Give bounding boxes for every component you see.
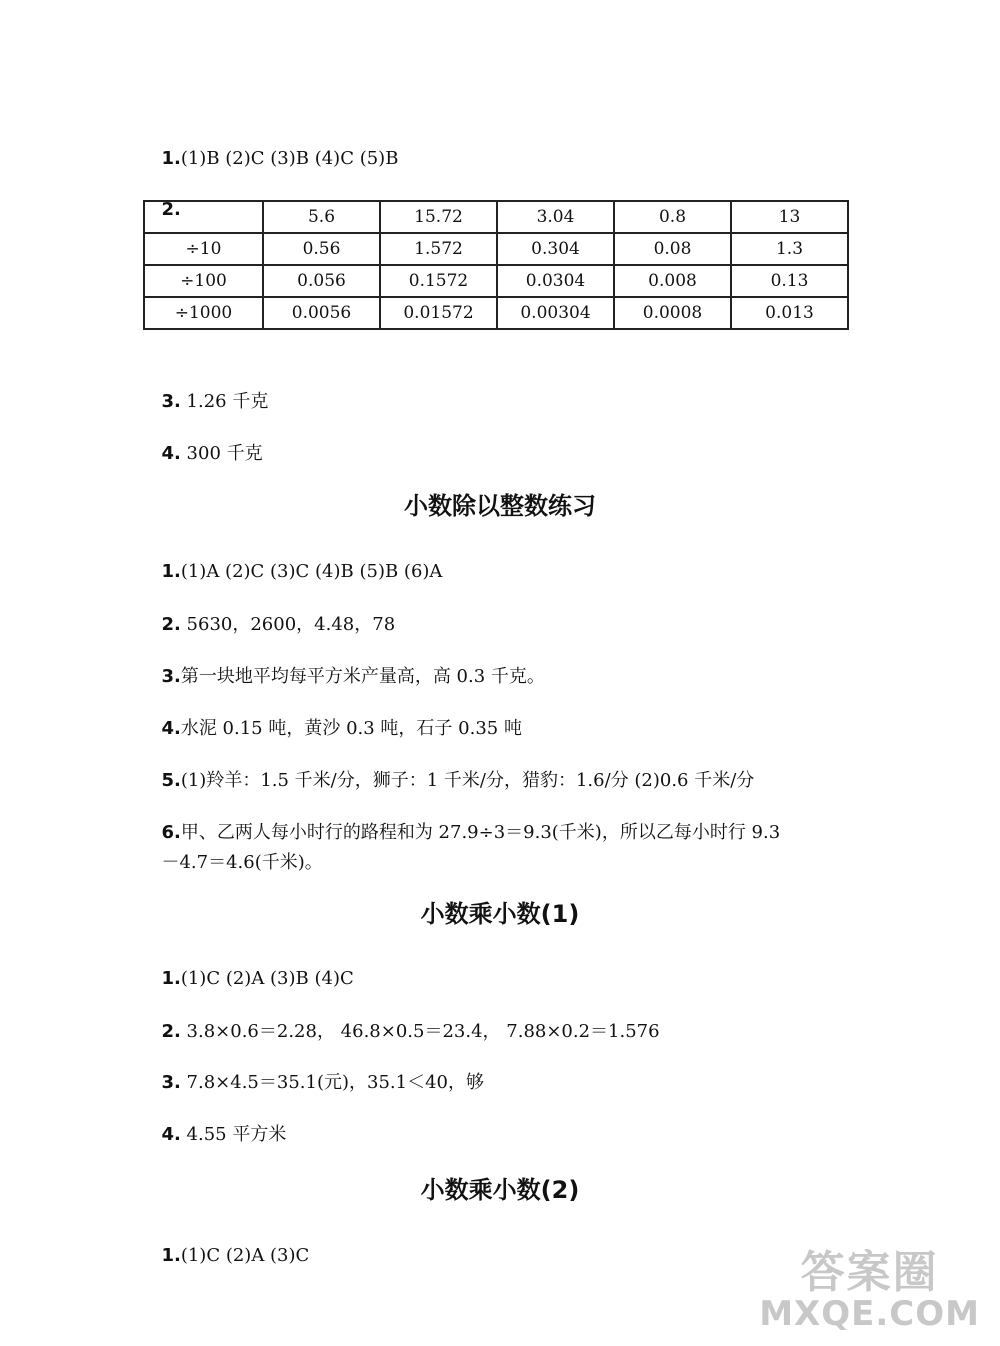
question-number: 4. <box>161 443 181 464</box>
table-row <box>144 233 848 265</box>
answer-text: (1)C (2)A (3)C <box>180 1245 310 1266</box>
question-number: 6. <box>161 822 181 843</box>
table-cell: 0.0304 <box>497 265 614 297</box>
section-title: 小数除以整数练习 <box>404 492 596 520</box>
question-number: 4. <box>161 718 181 739</box>
table-cell <box>144 201 263 233</box>
division-table <box>143 200 849 330</box>
answer-text: 7.8×4.5＝35.1(元)，35.1＜40，够 <box>180 1072 484 1093</box>
answer-text: 5630，2600，4.48，78 <box>180 614 396 635</box>
question-number: 1. <box>161 1245 181 1266</box>
answer-text: 3.8×0.6＝2.28， 46.8×0.5＝23.4， 7.88×0.2＝1.576 <box>180 1021 660 1042</box>
table-cell: 13 <box>731 201 848 233</box>
answer-1 <box>150 943 354 991</box>
table-cell: 5.6 <box>263 201 380 233</box>
answer-text: 4.55 平方米 <box>180 1124 287 1145</box>
table-cell: 3.04 <box>497 201 614 233</box>
table-cell: 0.13 <box>731 265 848 297</box>
question-number: 4. <box>161 1124 181 1145</box>
answer-2 <box>150 996 660 1044</box>
answer-1 <box>150 1220 309 1268</box>
table-cell: 0.0056 <box>263 297 380 329</box>
answer-6-continued <box>150 827 323 875</box>
answer-text: 第一块地平均每平方米产量高，高 0.3 千克。 <box>180 666 545 687</box>
answer-4 <box>150 1099 286 1147</box>
table-cell: 0.0008 <box>614 297 731 329</box>
answer-3 <box>150 1047 484 1095</box>
table-cell: 0.00304 <box>497 297 614 329</box>
answer-text: (1)A (2)C (3)C (4)B (5)B (6)A <box>180 561 443 582</box>
answer-text: 1.26 千克 <box>180 391 269 412</box>
answer-text: (1)B (2)C (3)B (4)C (5)B <box>180 148 399 169</box>
table-cell: 1.3 <box>731 233 848 265</box>
answer-3 <box>150 366 268 414</box>
table-cell: ÷1000 <box>144 297 263 329</box>
table-cell: 0.8 <box>614 201 731 233</box>
answer-4 <box>150 418 263 466</box>
table-cell: 0.013 <box>731 297 848 329</box>
question-number: 3. <box>161 391 181 412</box>
question-number: 3. <box>161 1072 181 1093</box>
answer-2 <box>150 589 395 637</box>
answer-text: －4.7＝4.6(千米)。 <box>161 852 323 873</box>
question-number: 1. <box>161 148 181 169</box>
section-title: 小数乘小数(2) <box>420 1176 580 1204</box>
question-number: 2. <box>161 199 181 220</box>
table-cell: ÷10 <box>144 233 263 265</box>
answer-1 <box>150 536 442 584</box>
table-cell: 0.056 <box>263 265 380 297</box>
table-row <box>144 265 848 297</box>
answer-3 <box>150 641 545 689</box>
answer-1 <box>150 123 398 171</box>
answer-text: (1)C (2)A (3)B (4)C <box>180 968 354 989</box>
answer-text: 水泥 0.15 吨，黄沙 0.3 吨，石子 0.35 吨 <box>180 718 522 739</box>
watermark-text: 答案圈 <box>800 1247 939 1298</box>
table-cell: 1.572 <box>380 233 497 265</box>
table-cell: 0.56 <box>263 233 380 265</box>
answer-text: 甲、乙两人每小时行的路程和为 27.9÷3＝9.3(千米)，所以乙每小时行 9.3 <box>180 822 781 843</box>
table-cell: 0.08 <box>614 233 731 265</box>
question-number: 3. <box>161 666 181 687</box>
question-number: 2. <box>161 1021 181 1042</box>
answer-4 <box>150 693 522 741</box>
answer-5 <box>150 745 754 793</box>
table-cell: 0.008 <box>614 265 731 297</box>
question-number: 2. <box>161 614 181 635</box>
table-cell: 15.72 <box>380 201 497 233</box>
table-header-row <box>144 201 848 233</box>
question-number: 5. <box>161 770 181 791</box>
table-cell: ÷100 <box>144 265 263 297</box>
question-number: 1. <box>161 561 181 582</box>
watermark-url: MXQE.COM <box>759 1294 980 1334</box>
answer-text: (1)羚羊：1.5 千米/分，狮子：1 千米/分，猎豹：1.6/分 (2)0.6 千米/分 <box>180 770 755 791</box>
answer-text: 300 千克 <box>180 443 263 464</box>
table-cell: 0.304 <box>497 233 614 265</box>
section-title: 小数乘小数(1) <box>420 900 580 928</box>
table-cell: 0.01572 <box>380 297 497 329</box>
table-row <box>144 297 848 329</box>
table-cell: 0.1572 <box>380 265 497 297</box>
watermark-logo <box>759 1236 980 1334</box>
question-number: 1. <box>161 968 181 989</box>
